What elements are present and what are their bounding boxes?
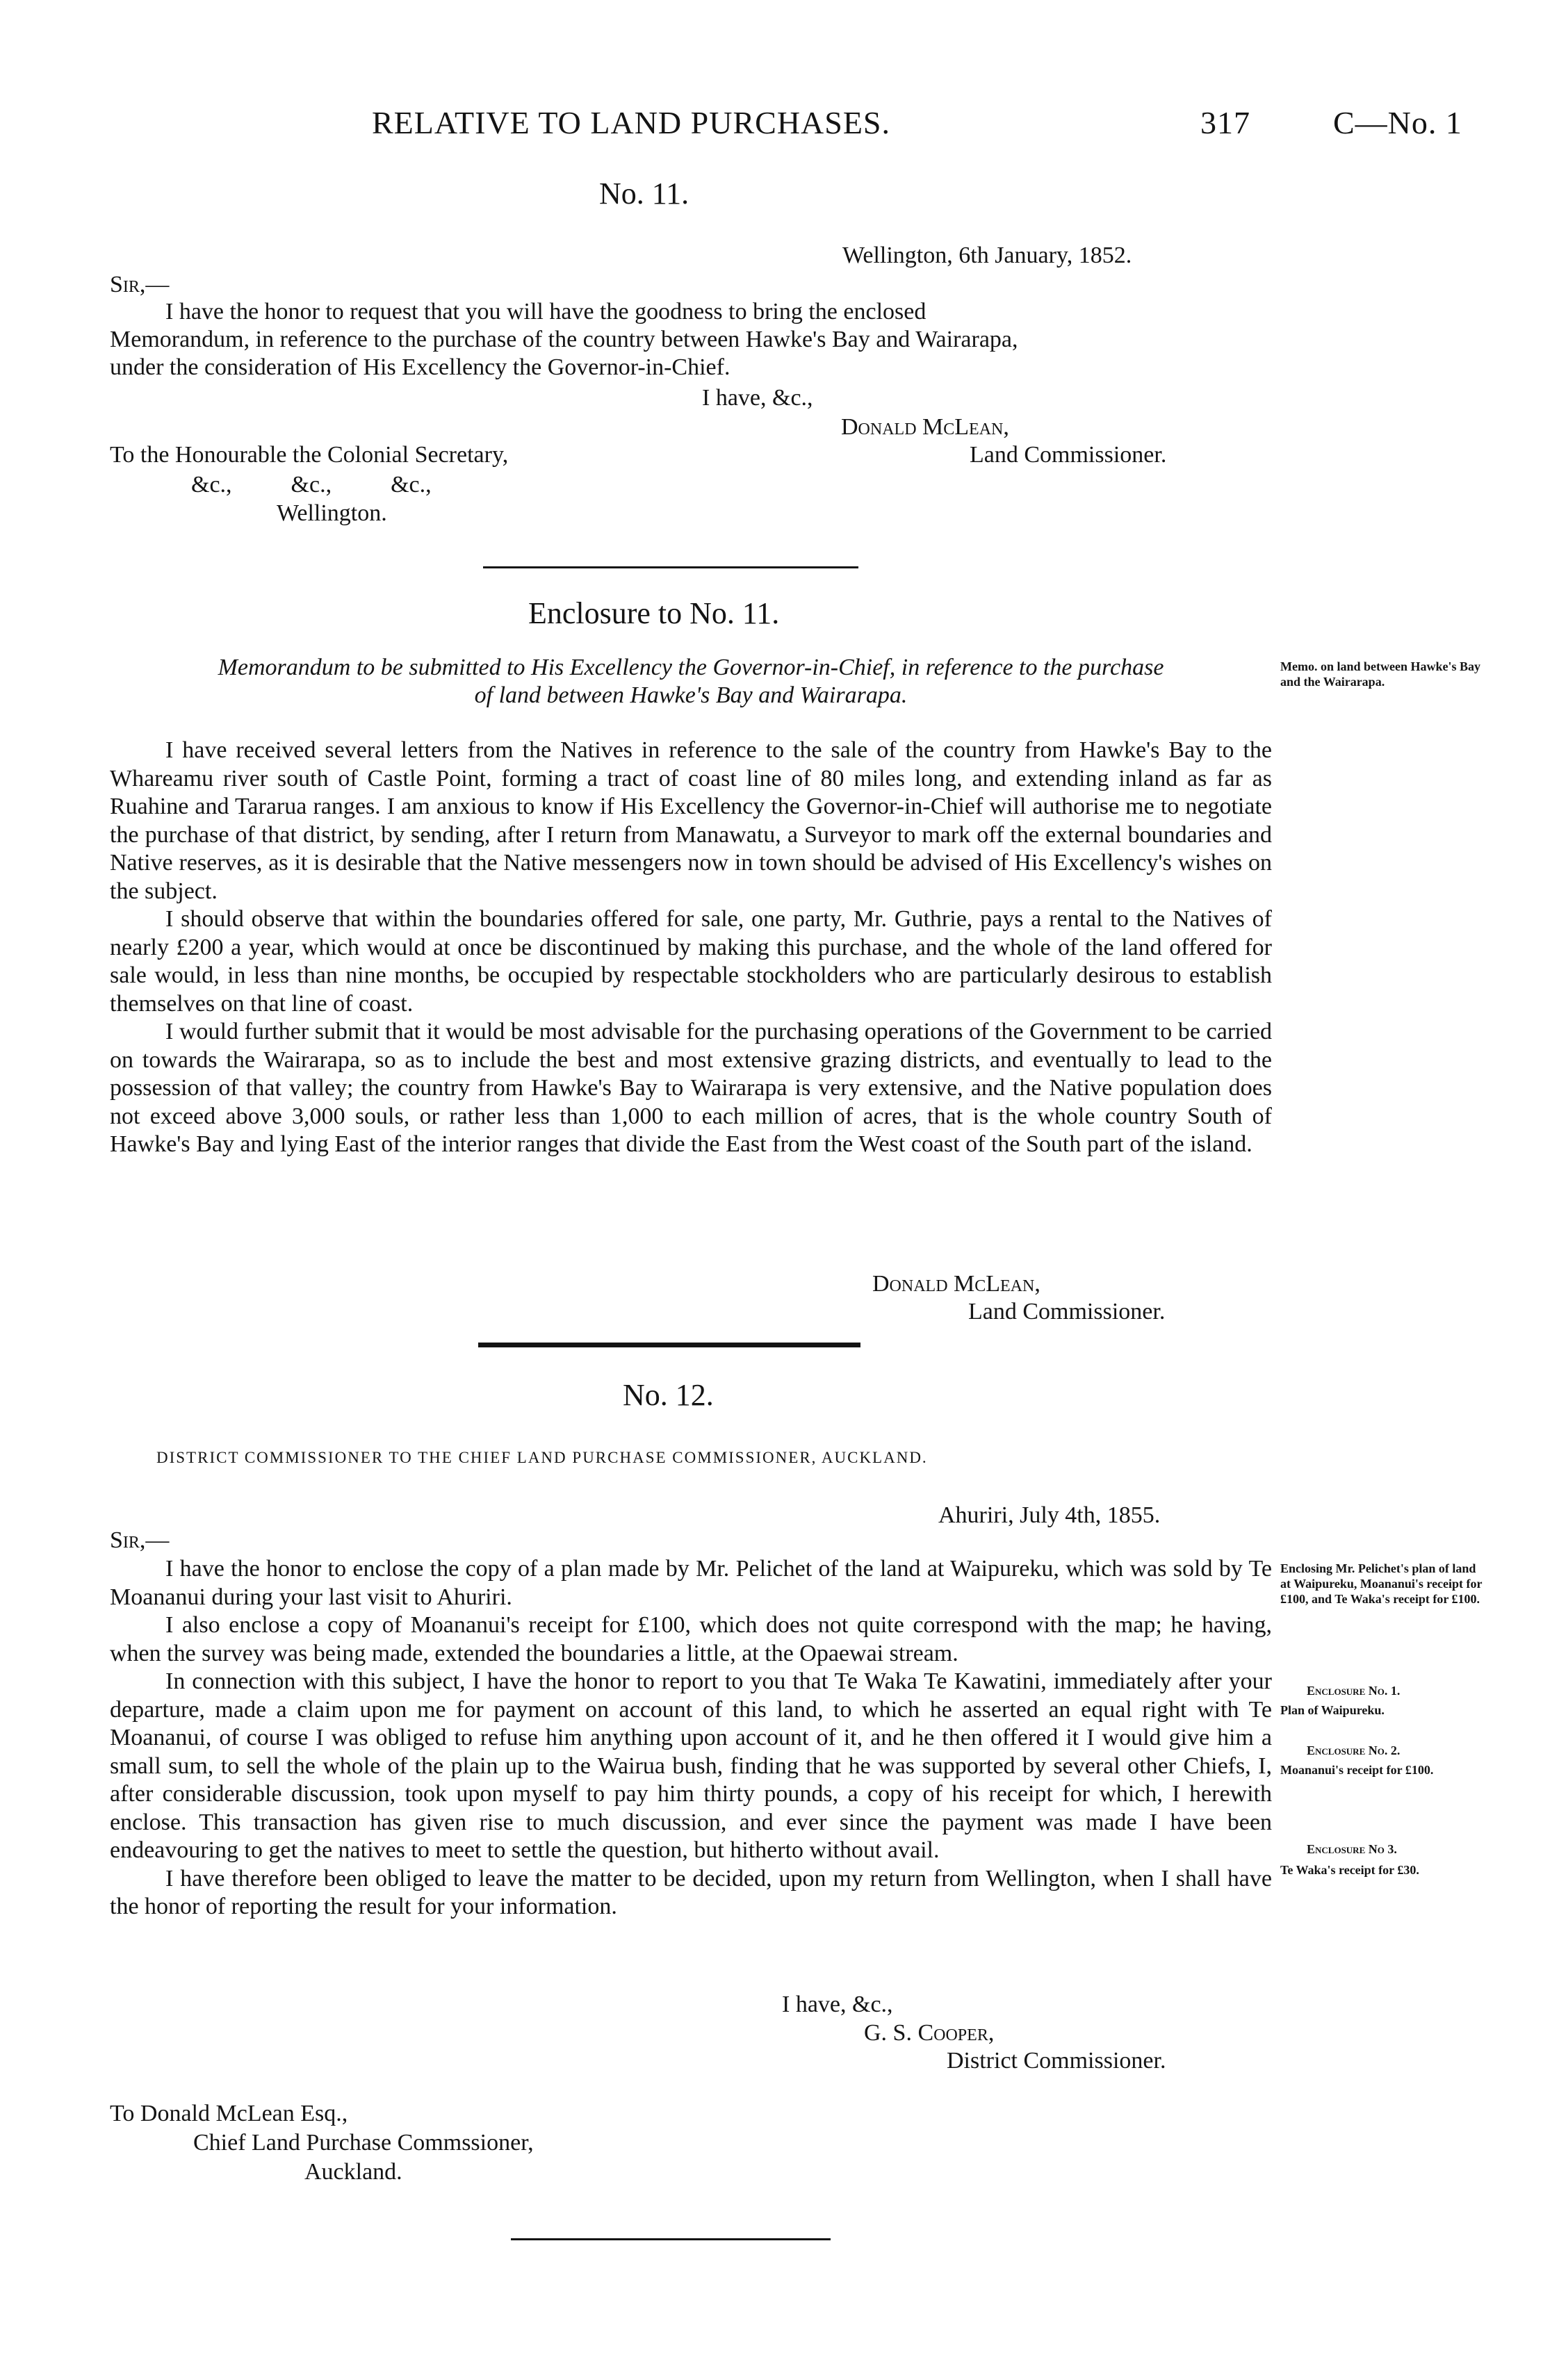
page-number: 317 [1200, 105, 1250, 140]
letter-11-signature-title: Land Commissioner. [970, 442, 1167, 468]
margin-note-memo: Memo. on land between Hawke's Bay and the Wairarapa. [1280, 659, 1480, 689]
margin-note-enclosing: Enclosing Mr. Pelichet's plan of land at Waipureku, Moananui's receipt for £100, and Te Waka's receipt for £100. [1280, 1561, 1483, 1606]
letter-11-salutation: Sir,— [110, 272, 170, 297]
paper-id: C—No. 1 [1333, 105, 1462, 140]
letter-11-line-2: Memorandum, in reference to the purchase of the country between Hawke's Bay and Wairarapa, [110, 327, 1018, 352]
running-title: RELATIVE TO LAND PURCHASES. [372, 105, 891, 140]
letter-12-salutation: Sir,— [110, 1527, 170, 1553]
letter-11-addressee-3: Wellington. [277, 500, 387, 526]
letter-12-body [110, 1555, 1272, 1921]
letter-12-subtitle: DISTRICT COMMISSIONER TO THE CHIEF LAND PURCHASE COMMISSIONER, AUCKLAND. [156, 1449, 928, 1466]
margin-enclosure-3: Enclosure No 3. [1307, 1842, 1397, 1856]
memo-heading-line-2: of land between Hawke's Bay and Wairarapa. [474, 682, 908, 708]
letter-12-paragraph-3: In connection with this subject, I have the honor to report to you that Te Waka Te Kawatini, immediately after your departure, made a claim upon me for payment on account of this land, to which he asserted an equal right with Te Moananui, of course I was obliged to refuse him anything upon account of it, and he then offered it I would give him a small sum, to sell the whole of the plain up to the Wairua bush, finding that he was supported by several other Chiefs, I, after considerable discussion, took upon myself to pay him thirty pounds, a copy of his receipt for which, I herewith enclose. This transaction has given rise to much discussion, and ever since the payment was made I have been endeavouring to get the natives to meet to settle the question, but hitherto without avail. [110, 1668, 1272, 1863]
letter-number-12: No. 12. [623, 1378, 714, 1412]
memo-signature-title: Land Commissioner. [968, 1299, 1166, 1324]
letter-11-closing: I have, &c., [702, 385, 813, 411]
margin-enclosure-2-desc: Moananui's receipt for £100. [1280, 1763, 1434, 1777]
letter-11-signature-name: Donald McLean, [841, 414, 1009, 440]
letter-12-closing: I have, &c., [782, 1992, 893, 2017]
margin-enclosure-1: Enclosure No. 1. [1307, 1684, 1401, 1698]
letter-11-addressee-2: &c., &c., &c., [191, 472, 432, 498]
memo-body [110, 737, 1272, 1159]
letter-12-paragraph-1: I have the honor to enclose the copy of a plan made by Mr. Pelichet of the land at Waipureku, which was sold by Te Moananui during your last visit to Ahuriri. [110, 1556, 1272, 1610]
memo-paragraph-2: I should observe that within the boundaries offered for sale, one party, Mr. Guthrie, pays a rental to the Natives of nearly £200 a year, which would at once be discontinued by making this purchase, and the whole of the land offered for sale would, in less than nine months, be occupied by respectable stockholders who are particularly desirous to establish themselves on that line of coast. [110, 906, 1272, 1017]
letter-11-line-1: I have the honor to request that you will have the goodness to bring the enclosed [165, 299, 927, 325]
memo-paragraph-1: I have received several letters from the Natives in reference to the sale of the country from Hawke's Bay to the Whareamu river south of Castle Point, forming a tract of coast line of 80 miles long, and extending inland as far as Ruahine and Tararua ranges. I am anxious to know if His Excellency the Governor-in-Chief will authorise me to negotiate the purchase of that district, by sending, after I return from Manawatu, a Surveyor to mark off the external boundaries and Native reserves, as it is desirable that the Native messengers now in town should be advised of His Excellency's wishes on the subject. [110, 737, 1272, 904]
letter-11-place-date: Wellington, 6th January, 1852. [842, 243, 1132, 268]
separator-rule-heavy [478, 1343, 860, 1347]
letter-number-11: No. 11. [599, 177, 689, 211]
letter-12-place-date: Ahuriri, July 4th, 1855. [938, 1502, 1161, 1528]
letter-12-paragraph-4: I have therefore been obliged to leave the matter to be decided, upon my return from Wellington, when I shall have the honor of reporting the result for your information. [110, 1865, 1272, 1919]
memo-heading [110, 654, 1272, 709]
letter-12-addressee-1: To Donald McLean Esq., [110, 2101, 348, 2126]
letter-11-addressee-1: To the Honourable the Colonial Secretary, [110, 442, 509, 468]
separator-rule-bottom [511, 2238, 831, 2240]
letter-12-addressee-2: Chief Land Purchase Commssioner, [193, 2130, 534, 2156]
margin-enclosure-2: Enclosure No. 2. [1307, 1743, 1401, 1757]
margin-enclosure-1-desc: Plan of Waipureku. [1280, 1703, 1385, 1717]
memo-heading-line-1: Memorandum to be submitted to His Excellency the Governor-in-Chief, in reference to the purchase [218, 655, 1164, 680]
letter-12-signature-title: District Commissioner. [947, 2048, 1166, 2074]
memo-signature-name: Donald McLean, [872, 1271, 1040, 1297]
letter-12-addressee-3: Auckland. [304, 2159, 402, 2185]
letter-11-line-3: under the consideration of His Excellency the Governor-in-Chief. [110, 354, 730, 380]
memo-paragraph-3: I would further submit that it would be most advisable for the purchasing operations of the Government to be carried on towards the Wairarapa, so as to include the best and most extensive grazing districts, and eventually to lead to the possession of that valley; the country from Hawke's Bay to Wairarapa is very extensive, and the Native population does not exceed above 3,000 souls, or rather less than 1,000 to each million of acres, that is the whole country South of Hawke's Bay and lying East of the interior ranges that divide the East from the West coast of the South part of the island. [110, 1019, 1272, 1157]
separator-rule [483, 566, 858, 568]
letter-12-paragraph-2: I also enclose a copy of Moananui's receipt for £100, which does not quite correspond with the map; he having, when the survey was being made, extended the boundaries a little, at the Opaewai stream. [110, 1612, 1272, 1666]
letter-12-signature-name: G. S. Cooper, [864, 2020, 995, 2046]
margin-enclosure-3-desc: Te Waka's receipt for £30. [1280, 1863, 1419, 1877]
enclosure-11-title: Enclosure to No. 11. [528, 596, 780, 630]
